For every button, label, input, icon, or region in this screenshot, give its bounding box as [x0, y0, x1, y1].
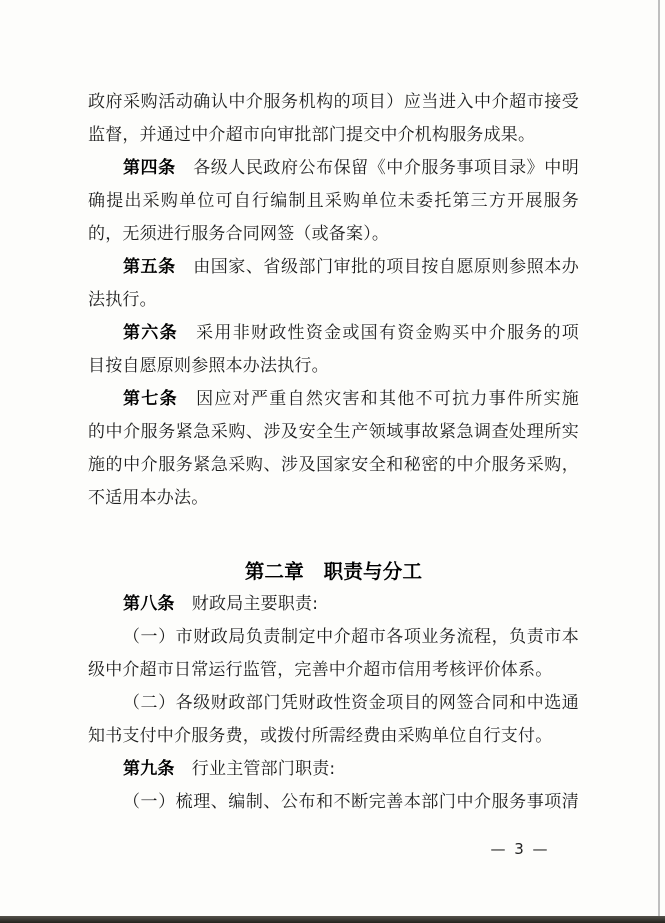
- text-segment: 不适用本办法。: [88, 488, 209, 508]
- text-line: [88, 317, 579, 350]
- article-number: 第六条: [123, 323, 178, 343]
- text-line: [88, 482, 579, 515]
- text-line: [88, 588, 579, 621]
- text-segment: 各级人民政府公布保留《中介服务事项目录》中明: [175, 158, 579, 178]
- article-number: 第八条: [123, 594, 175, 614]
- text-line: [88, 383, 579, 416]
- article-number: 第九条: [123, 759, 175, 779]
- text-line: [88, 251, 579, 284]
- text-segment: 目按自愿原则参照本办法执行。: [88, 356, 329, 376]
- text-line: [88, 687, 579, 720]
- text-line: [88, 86, 579, 119]
- text-line: [88, 284, 579, 317]
- text-segment: 知书支付中介服务费，或拨付所需经费由采购单位自行支付。: [88, 726, 553, 746]
- text-segment: 法执行。: [88, 290, 157, 310]
- text-segment: 由国家、省级部门审批的项目按自愿原则参照本办: [175, 257, 579, 277]
- text-line: [88, 218, 579, 251]
- article-number: 第七条: [123, 389, 178, 409]
- text-segment: 确提出采购单位可自行编制且采购单位未委托第三方开展服务: [88, 191, 579, 211]
- text-segment: 财政局主要职责:: [174, 594, 319, 614]
- article-number: 第四条: [123, 158, 176, 178]
- scan-edge-right-line: [658, 0, 660, 923]
- text-line: [88, 152, 579, 185]
- text-segment: 的中介服务紧急采购、涉及安全生产领域事故紧急调查处理所实: [88, 422, 579, 442]
- text-line: [88, 786, 579, 819]
- text-segment: 行业主管部门职责:: [174, 759, 336, 779]
- scan-edge-bottom-strip: [0, 916, 665, 923]
- text-line: [88, 720, 579, 753]
- text-segment: 政府采购活动确认中介服务机构的项目）应当进入中介超市接受: [88, 92, 579, 112]
- text-segment: （一）梳理、编制、公布和不断完善本部门中介服务事项清: [123, 792, 579, 812]
- document-body: [88, 86, 579, 819]
- text-segment: 级中介超市日常运行监管，完善中介超市信用考核评价体系。: [88, 660, 553, 680]
- chapter-heading: [88, 555, 579, 588]
- text-segment: 施的中介服务紧急采购、涉及国家安全和秘密的中介服务采购，: [88, 455, 579, 475]
- text-segment: 的，无须进行服务合同网签（或备案）。: [88, 224, 390, 244]
- article-number: 第二章 职责与分工: [244, 560, 423, 583]
- text-segment: 监督，并通过中介超市向审批部门提交中介机构服务成果。: [88, 125, 536, 145]
- text-segment: （一）市财政局负责制定中介超市各项业务流程，负责市本: [123, 627, 579, 647]
- text-line: [88, 753, 579, 786]
- text-line: [88, 185, 579, 218]
- text-line: [88, 350, 579, 383]
- text-line: [88, 416, 579, 449]
- text-line: [88, 654, 579, 687]
- text-line: [88, 119, 579, 152]
- article-number: 第五条: [123, 257, 176, 277]
- text-segment: 采用非财政性资金或国有资金购买中介服务的项: [177, 323, 579, 343]
- text-segment: （二）各级财政部门凭财政性资金项目的网签合同和中选通: [123, 693, 579, 713]
- page-number: — 3 —: [490, 840, 550, 858]
- text-line: [88, 449, 579, 482]
- text-line: [88, 621, 579, 654]
- text-segment: 因应对严重自然灾害和其他不可抗力事件所实施: [177, 389, 579, 409]
